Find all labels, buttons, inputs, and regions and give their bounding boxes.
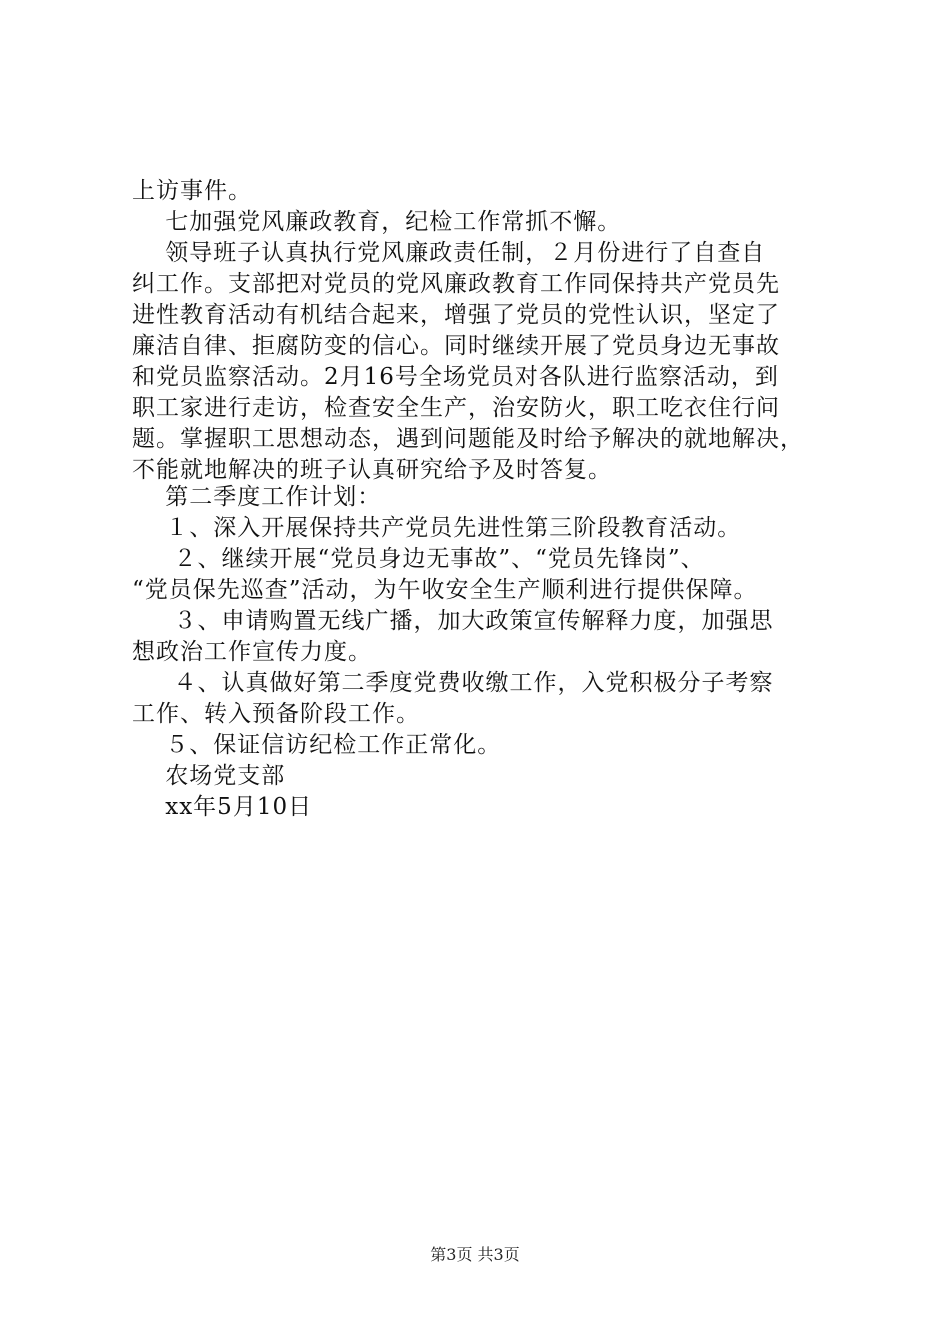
body-line: 职工家进行走访，检查安全生产，治安防火，职工吃衣住行问 — [132, 395, 780, 421]
plan-item: １、深入开展保持共产党员先进性第三阶段教育活动。 — [132, 515, 742, 541]
plan-item: ５、保证信访纪检工作正常化。 — [132, 732, 502, 758]
body-line: 题。掌握职工思想动态，遇到问题能及时给予解决的就地解决， — [132, 426, 804, 452]
plan-item: “党员保先巡查”活动，为午收安全生产顺利进行提供保障。 — [132, 577, 758, 603]
body-line: 和党员监察活动。2月16号全场党员对各队进行监察活动，到 — [132, 364, 779, 390]
plan-item: 想政治工作宣传力度。 — [132, 639, 372, 665]
body-line: 七加强党风廉政教育，纪检工作常抓不懈。 — [132, 209, 622, 235]
body-line: 纠工作。支部把对党员的党风廉政教育工作同保持共产党员先 — [132, 271, 780, 297]
body-line: 领导班子认真执行党风廉政责任制，２月份进行了自查自 — [132, 240, 766, 266]
signature-org: 农场党支部 — [132, 763, 286, 789]
body-line: 不能就地解决的班子认真研究给予及时答复。 — [132, 457, 612, 483]
page-number: 第3页 共3页 — [430, 1245, 520, 1264]
plan-item: 工作、转入预备阶段工作。 — [132, 701, 420, 727]
body-line: 进性教育活动有机结合起来，增强了党员的党性认识，坚定了 — [132, 302, 780, 328]
section-heading: 第二季度工作计划： — [132, 484, 382, 510]
body-line: 上访事件。 — [132, 178, 252, 204]
plan-item: ４、认真做好第二季度党费收缴工作，入党积极分子考察 — [132, 670, 774, 696]
signature-date: xx年5月10日 — [132, 794, 313, 820]
plan-item: ２、继续开展“党员身边无事故”、“党员先锋岗”、 — [132, 546, 705, 572]
body-line: 廉洁自律、拒腐防变的信心。同时继续开展了党员身边无事故 — [132, 333, 780, 359]
plan-item: ３、申请购置无线广播，加大政策宣传解释力度，加强思 — [132, 608, 774, 634]
